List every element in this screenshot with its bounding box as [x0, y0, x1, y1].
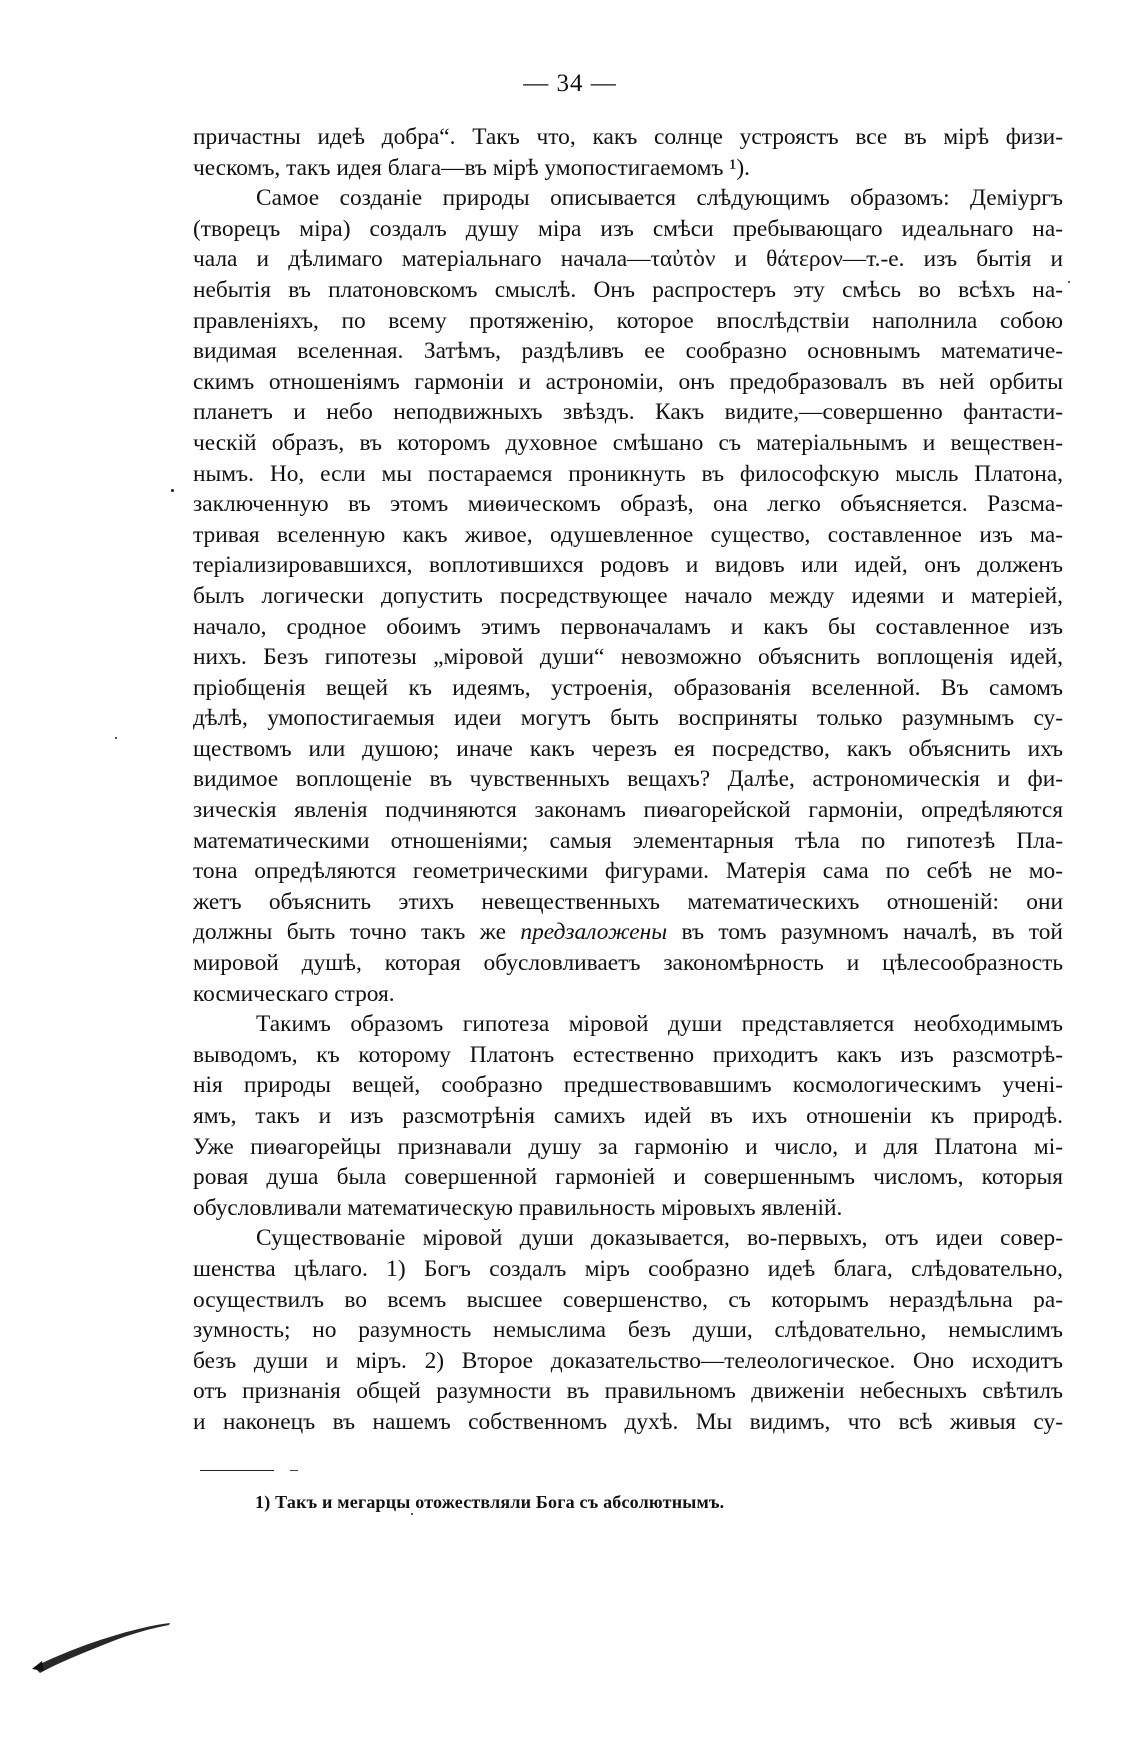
text-line: зумность; но разумность немыслима безъ души, слѣдовательно, немыслимъ	[193, 1317, 1063, 1344]
footnote-marker: 1)	[255, 1492, 271, 1512]
text-line: пріобщенія вещей къ идеямъ, устроенія, образованія вселенной. Въ самомъ	[193, 674, 1063, 701]
text-segment: должны быть точно такъ же	[193, 919, 506, 946]
text-line: математическими отношеніями; самыя элементарныя тѣла по гипотезѣ Пла-	[193, 827, 1063, 854]
text-line: тривая вселенную какъ живое, одушевленное существо, составленное изъ ма-	[193, 521, 1063, 548]
text-line: начало, сродное обоимъ этимъ первоначаламъ и какъ бы составленное изъ	[193, 613, 1063, 640]
text-line: былъ логически допустить посредствующее начало между идеями и матеріей,	[193, 582, 1063, 609]
text-line: заключенную въ этомъ миѳическомъ образѣ, она легко объясняется. Разсма-	[193, 491, 1063, 518]
italic-emphasis: предзаложены	[520, 919, 668, 946]
text-line: ществомъ или душою; иначе какъ черезъ ея посредство, какъ объяснить ихъ	[193, 735, 1063, 762]
footnote-text: Такъ и мегарцы отожествляли Бога съ абсолютнымъ.	[275, 1492, 725, 1512]
text-line: планетъ и небо неподвижныхъ звѣздъ. Какъ видите,—совершенно фантасти-	[193, 399, 1063, 426]
text-line: и наконецъ въ нашемъ собственномъ духѣ. Мы видимъ, что всѣ живыя су-	[193, 1408, 1063, 1435]
text-line: нихъ. Безъ гипотезы „міровой души“ невозможно объяснить воплощенія идей,	[193, 644, 1063, 671]
text-line: небытія въ платоновскомъ смыслѣ. Онъ распростеръ эту смѣсь во всѣхъ на-	[193, 276, 1063, 303]
footnote	[255, 1490, 724, 1514]
text-line: обусловливали математическую правильность міровыхъ явленій.	[193, 1194, 843, 1221]
page-number: — 34 —	[523, 70, 617, 97]
text-line: выводомъ, къ которому Платонъ естественно приходитъ какъ изъ разсмотрѣ-	[193, 1041, 1063, 1068]
text-line: ческій образъ, въ которомъ духовное смѣшано съ матеріальнымъ и веществен-	[193, 429, 1063, 456]
text-line-mixed	[193, 917, 1063, 948]
text-line: скимъ отношеніямъ гармоніи и астрономіи, онъ предобразовалъ въ ней орбиты	[193, 368, 1063, 395]
text-line: ямъ, такъ и изъ разсмотрѣнія самихъ идей въ ихъ отношеніи къ природѣ.	[193, 1103, 1063, 1129]
ink-speck	[411, 1513, 413, 1515]
text-line: безъ души и міръ. 2) Второе доказательство—телеологическое. Оно исходитъ	[193, 1347, 1063, 1374]
text-line: жетъ объяснить этихъ невещественныхъ математическихъ отношеній: они	[193, 888, 1063, 915]
text-line: видимая вселенная. Затѣмъ, раздѣливъ ее сообразно основнымъ математиче-	[193, 338, 1063, 365]
footnote-divider	[200, 1470, 274, 1471]
text-line: (творецъ міра) создалъ душу міра изъ смѣси пребывающаго идеальнаго на-	[193, 215, 1063, 242]
ink-speck	[171, 489, 174, 492]
text-line: Такимъ образомъ гипотеза міровой души представляется необходимымъ	[256, 1011, 1063, 1038]
text-line: теріализировавшихся, воплотившихся родовъ и видовъ или идей, онъ долженъ	[193, 552, 1063, 579]
paragraph-1	[193, 122, 1063, 183]
text-line: причастны идеѣ добра“. Такъ что, какъ солнце устроястъ все въ мірѣ физи-	[193, 124, 1063, 150]
text-line: ровая душа была совершенной гармоніей и совершеннымъ числомъ, которыя	[193, 1164, 1063, 1191]
text-line: зическія явленія подчиняются законамъ пиѳагорейской гармоніи, опредѣляются	[193, 797, 1063, 824]
text-line: Уже пиѳагорейцы признавали душу за гармонію и число, и для Платона мі-	[193, 1133, 1063, 1160]
ink-speck	[1068, 281, 1070, 283]
paragraph-2	[193, 183, 1063, 1009]
text-line: видимое воплощеніе въ чувственныхъ вещахъ? Далѣе, астрономическія и фи-	[193, 766, 1063, 793]
text-line: нымъ. Но, если мы постараемся проникнуть въ философскую мысль Платона,	[193, 460, 1063, 487]
text-line: ческомъ, такъ идея блага—въ мірѣ умопостигаемомъ ¹).	[193, 154, 751, 181]
paragraph-4	[193, 1223, 1063, 1437]
text-line: космическаго строя.	[193, 980, 395, 1007]
text-line: дѣлѣ, умопостигаемыя идеи могутъ быть восприняты только разумнымъ су-	[193, 705, 1063, 732]
ink-speck	[115, 737, 117, 739]
text-line: Существованіе міровой души доказывается, во-первыхъ, отъ идеи совер-	[256, 1225, 1063, 1252]
text-line: мировой душѣ, которая обусловливаетъ закономѣрность и цѣлесообразность	[193, 950, 1063, 977]
body-text	[193, 122, 1063, 1438]
text-line: тона опредѣляются геометрическими фигурами. Матерія сама по себѣ не мо-	[193, 858, 1063, 885]
footnote-divider-dash	[290, 1470, 298, 1471]
paragraph-3	[193, 1009, 1063, 1223]
text-line: осуществилъ во всемъ высшее совершенство, съ которымъ нераздѣльна ра-	[193, 1286, 1063, 1313]
ink-smudge-mark	[28, 1615, 173, 1675]
text-line: шенства цѣлаго. 1) Богъ создалъ міръ сообразно идеѣ блага, слѣдовательно,	[193, 1255, 1063, 1282]
text-line: правленіяхъ, по всему протяженію, которое впослѣдствіи наполнила собою	[193, 307, 1063, 334]
text-line: отъ признанія общей разумности въ правильномъ движеніи небесныхъ свѣтилъ	[193, 1378, 1063, 1405]
text-line: Самое созданіе природы описывается слѣдующимъ образомъ: Деміургъ	[256, 185, 1063, 212]
text-line: чала и дѣлимаго матеріальнаго начала—ταὐτὸν и θάτερον—т.-е. изъ бытія и	[193, 246, 1063, 273]
text-segment: въ томъ разумномъ началѣ, въ той	[681, 919, 1063, 946]
text-line: нія природы вещей, сообразно предшествовавшимъ космологическимъ ученi-	[193, 1072, 1063, 1099]
